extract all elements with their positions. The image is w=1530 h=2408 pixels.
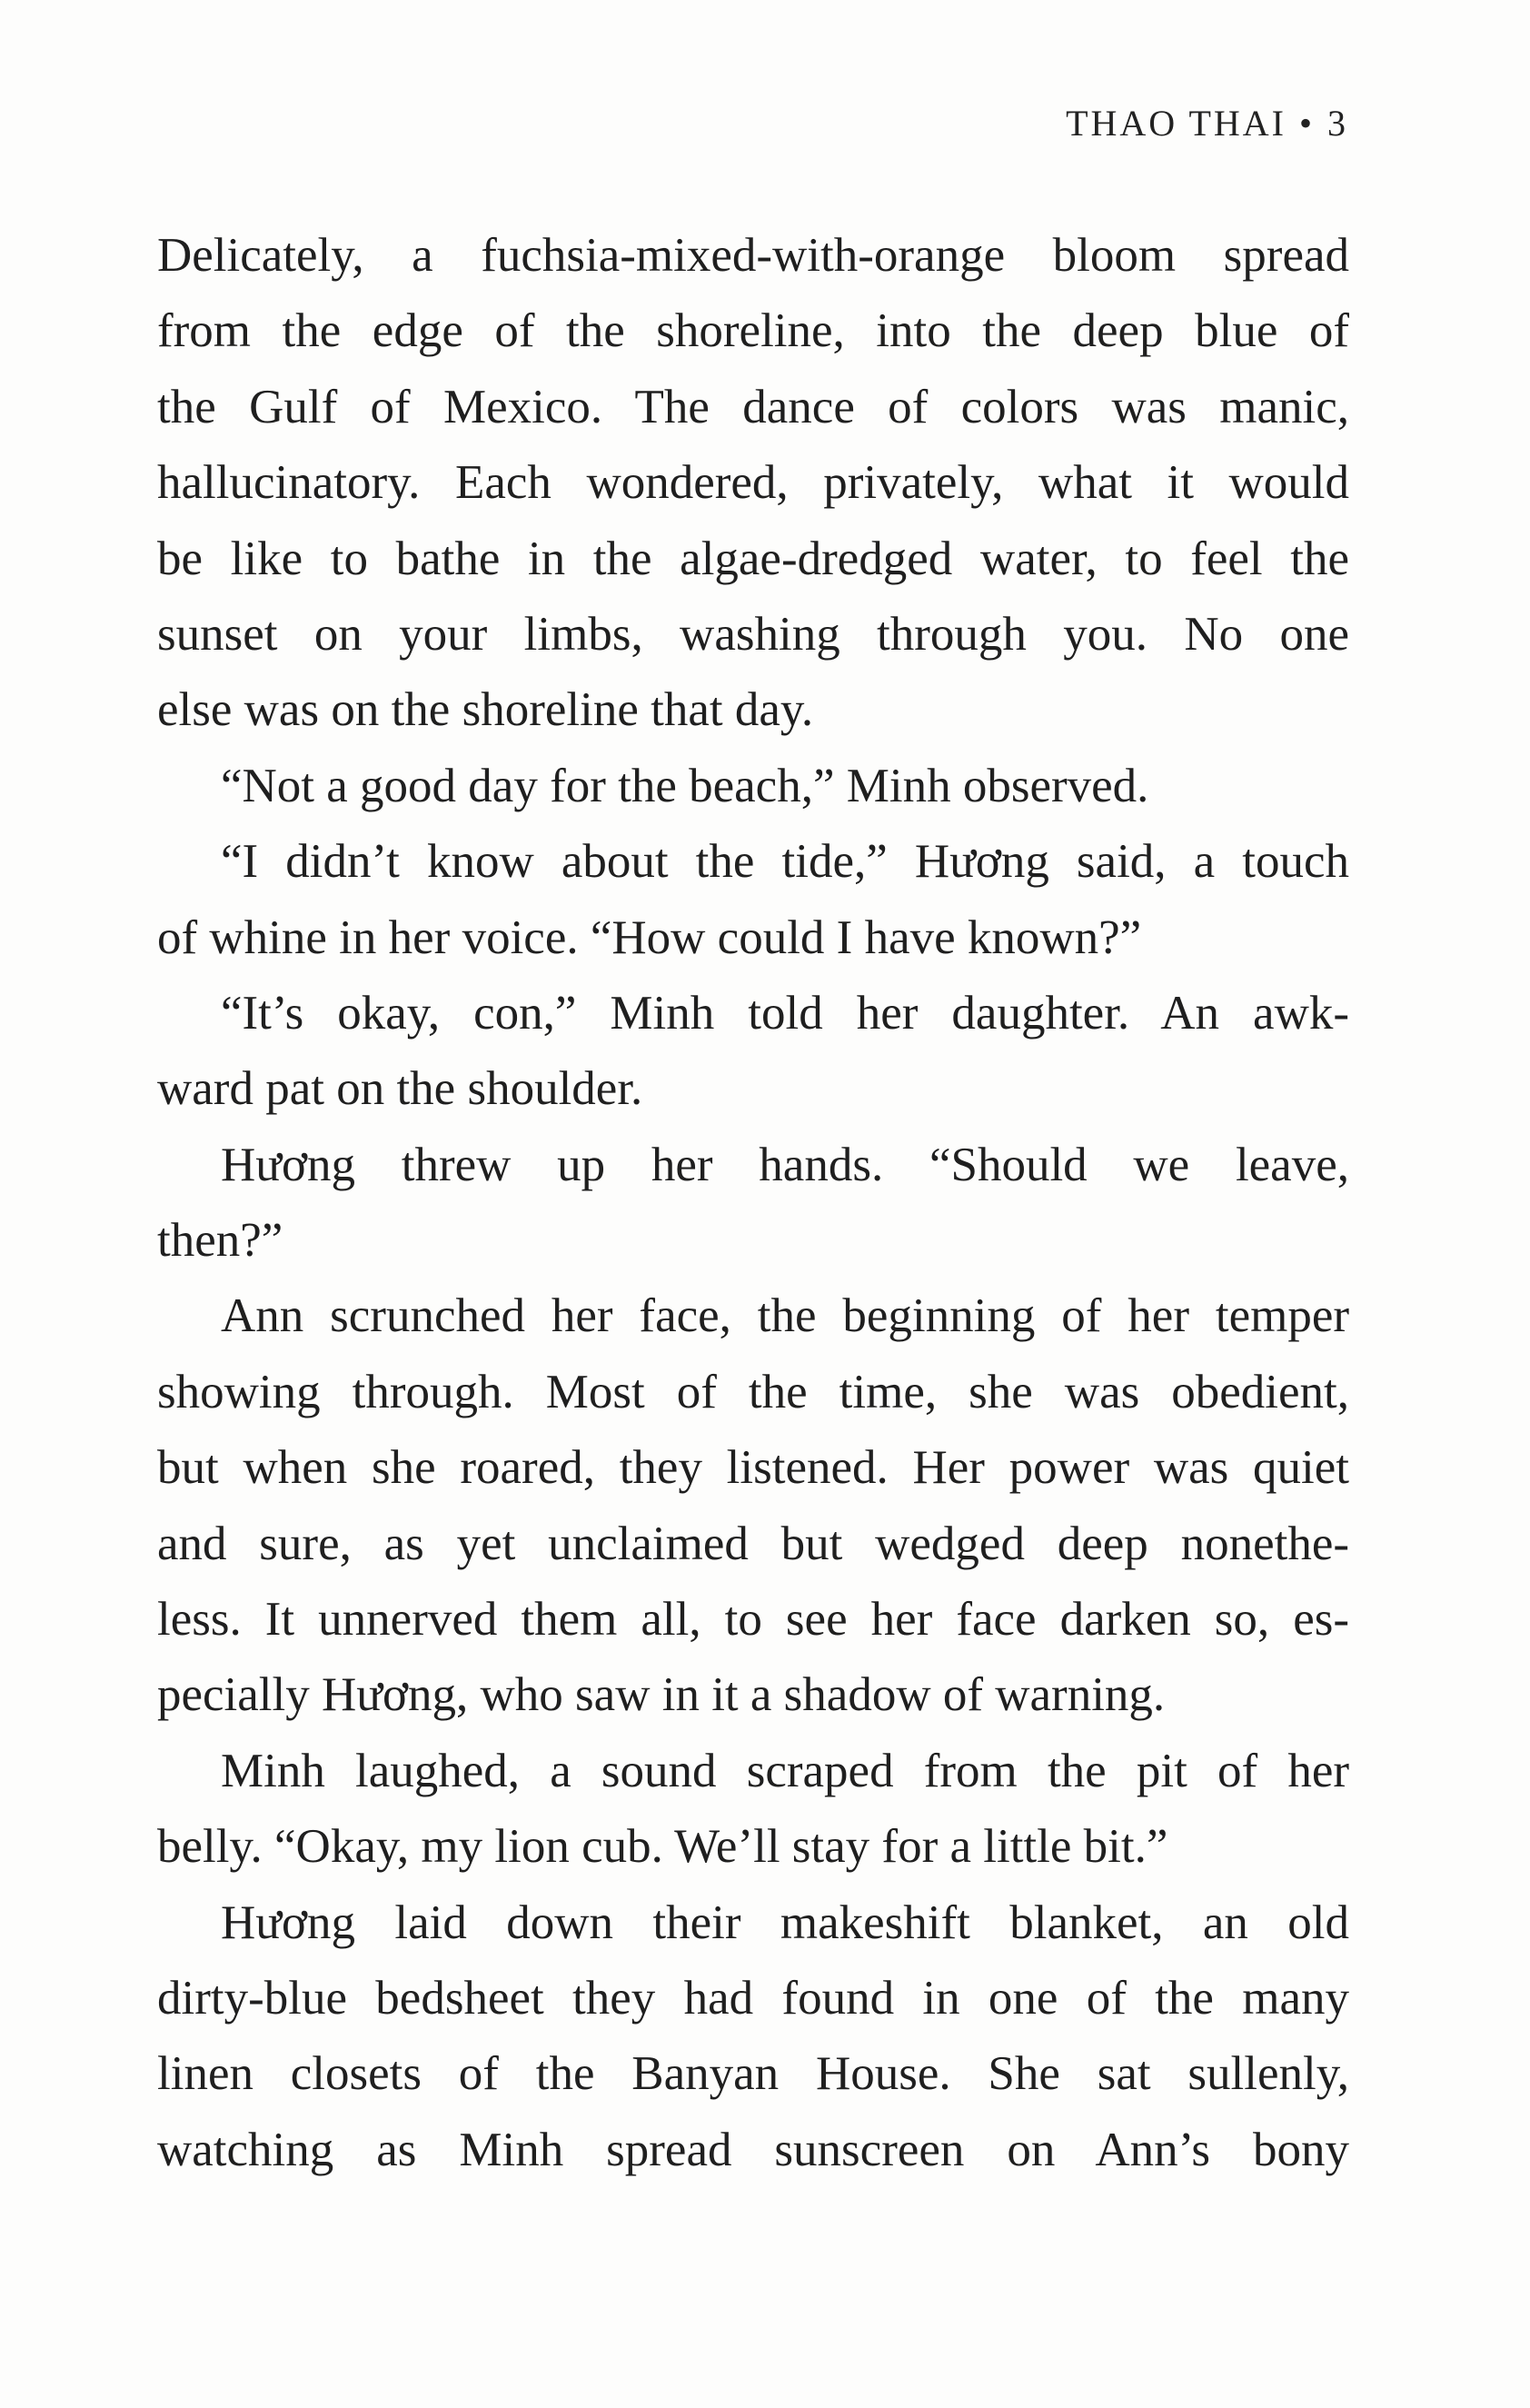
text-line: “I didn’t know about the tide,” Hương said, a touch	[221, 835, 1349, 889]
text-line: Ann scrunched her face, the beginning of her temper	[221, 1289, 1349, 1343]
text-line: Delicately, a fuchsia-mixed-with-orange bloom spread	[157, 229, 1349, 282]
running-head-author: THAO THAI	[1066, 103, 1287, 144]
text-line: sunset on your limbs, washing through you. No one	[157, 607, 1349, 661]
body-text	[157, 218, 1349, 2188]
text-line: dirty-blue bedsheet they had found in one of the many	[157, 1971, 1349, 2025]
text-line: hallucinatory. Each wondered, privately, what it would	[157, 456, 1349, 510]
text-line: “It’s okay, con,” Minh told her daughter. An awk-	[221, 986, 1349, 1040]
text-line: and sure, as yet unclaimed but wedged deep nonethe-	[157, 1517, 1349, 1570]
text-line: Hương threw up her hands. “Should we leave,	[221, 1138, 1349, 1191]
text-line: linen closets of the Banyan House. She sat sullenly,	[157, 2047, 1349, 2101]
text-line: pecially Hương, who saw in it a shadow of warning.	[157, 1668, 1166, 1722]
text-line: then?”	[157, 1214, 283, 1268]
text-line: ward pat on the shoulder.	[157, 1062, 643, 1116]
text-line: Hương laid down their makeshift blanket, an old	[221, 1896, 1349, 1949]
text-line: the Gulf of Mexico. The dance of colors was manic,	[157, 380, 1349, 433]
page-number: 3	[1327, 103, 1348, 144]
text-line: else was on the shoreline that day.	[157, 683, 814, 737]
text-line: “Not a good day for the beach,” Minh observed.	[221, 759, 1149, 812]
text-line: showing through. Most of the time, she was obedient,	[157, 1365, 1349, 1418]
text-line: less. It unnerved them all, to see her face darken so, es-	[157, 1593, 1349, 1647]
text-line: from the edge of the shoreline, into the deep blue of	[157, 304, 1349, 358]
text-line: Minh laughed, a sound scraped from the pit of her	[221, 1744, 1349, 1797]
text-line: watching as Minh spread sunscreen on Ann’s bony	[157, 2123, 1349, 2176]
running-head-separator: •	[1298, 103, 1315, 144]
text-line: be like to bathe in the algae-dredged water, to feel the	[157, 532, 1349, 585]
text-line: of whine in her voice. “How could I have known?”	[157, 910, 1142, 964]
text-line: belly. “Okay, my lion cub. We’ll stay for a little bit.”	[157, 1820, 1168, 1874]
text-line: but when she roared, they listened. Her power was quiet	[157, 1441, 1349, 1495]
running-head	[1066, 102, 1348, 144]
